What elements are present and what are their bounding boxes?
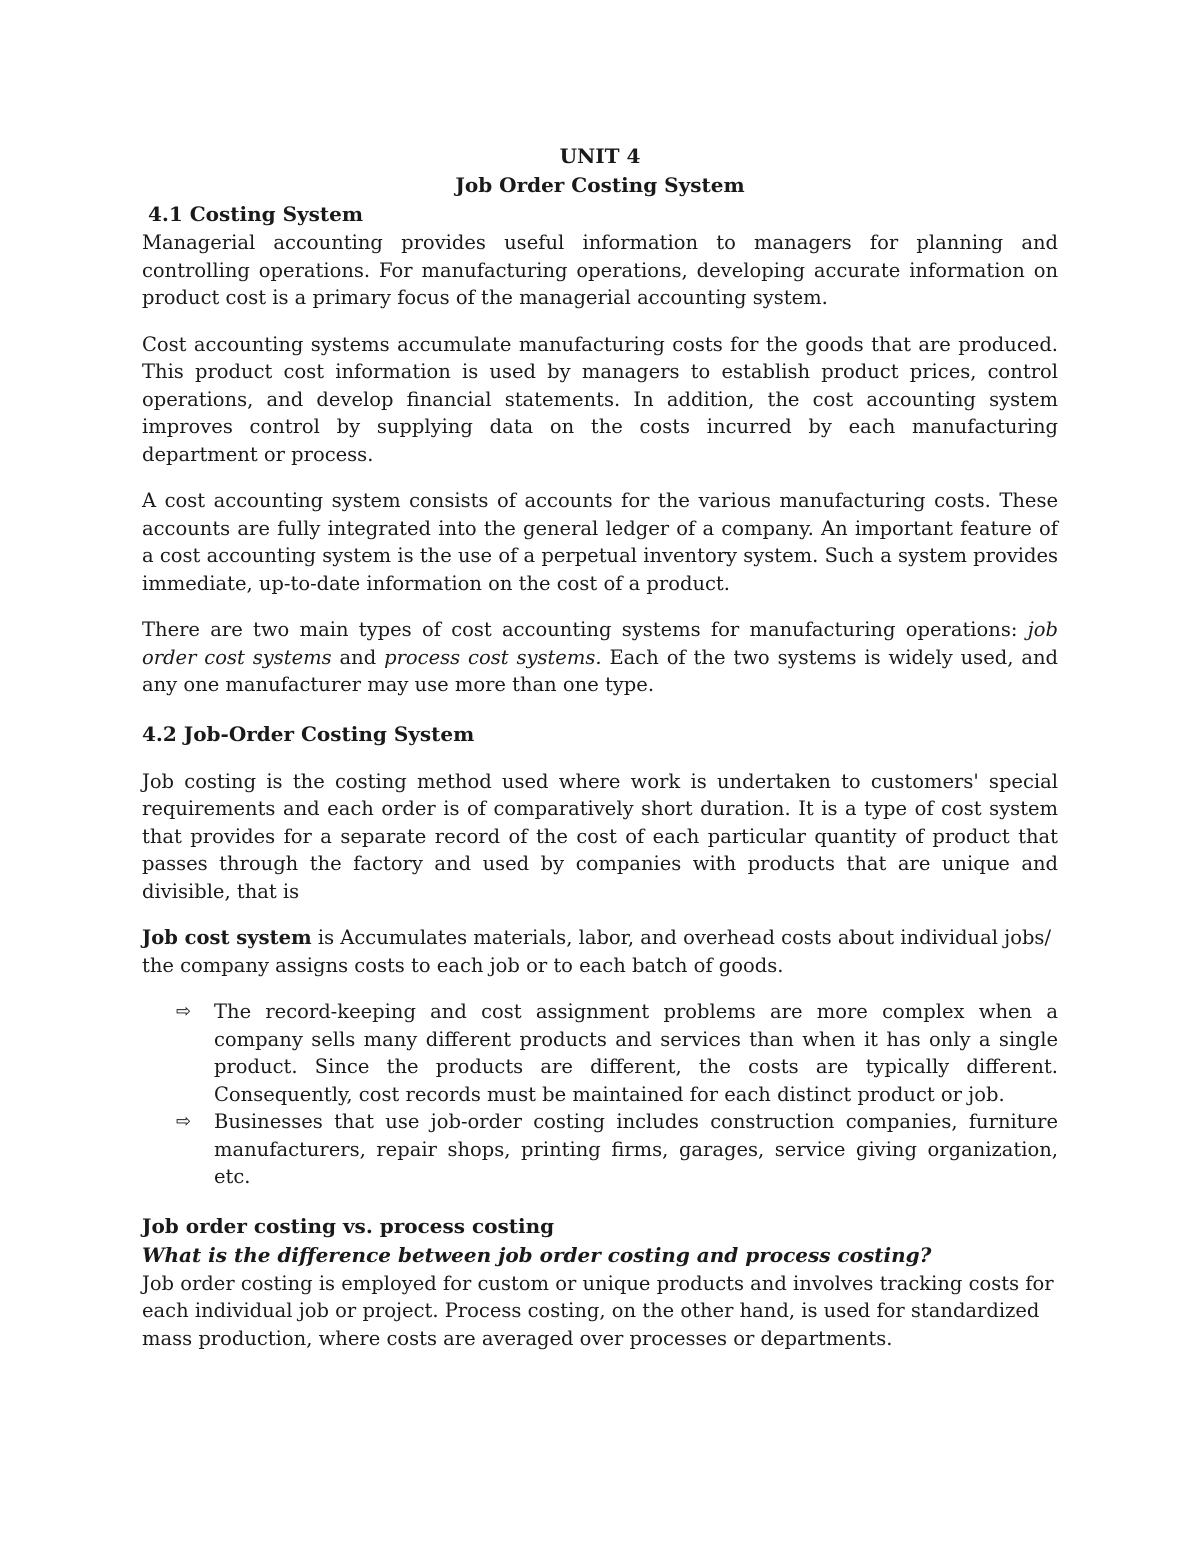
list-item: [142, 998, 1058, 1108]
p4-text-a: There are two main types of cost accounting systems for manufacturing operations:: [142, 618, 1028, 641]
unit-title: UNIT 4: [559, 144, 641, 168]
section-4-2-paragraph-2: [142, 924, 1058, 979]
section-4-1-paragraph-2: Cost accounting systems accumulate manufacturing costs for the goods that are produced. This product cost information is used by managers to establish product prices, control operations, and develop financial statements. In addition, the cost accounting system improves control by supplying data on the costs incurred by each manufacturing department or process.: [142, 332, 1058, 466]
p4-italic-process: process cost systems.: [384, 645, 602, 669]
arrow-bullet-icon: ⇨: [176, 1001, 192, 1022]
section-4-2-heading: 4.2 Job-Order Costing System: [142, 721, 475, 746]
section-4-1-heading: 4.1 Costing System: [148, 202, 364, 226]
comparison-heading: Job order costing vs. process costing: [142, 1213, 555, 1238]
section-4-1-paragraph-1: Managerial accounting provides useful information to managers for planning and controlling operations. For manufacturing operations, developing accurate information on product cost is a primary focus of the managerial accounting system.: [142, 231, 1058, 309]
chapter-title: Job Order Costing System: [455, 173, 745, 197]
bullet-text-2: Businesses that use job-order costing includes construction companies, furniture manufacturers, repair shops, printing firms, garages, service giving organization, etc.: [214, 1110, 1058, 1188]
p4-text-e: Each of the two systems is widely used, and any one manufacturer may use more than one type.: [142, 645, 1058, 696]
bullet-list: [142, 998, 1058, 1191]
section-4-1-paragraph-3: A cost accounting system consists of accounts for the various manufacturing costs. These accounts are fully integrated into the general ledger of a company. An important feature of a cost accounting system is the use of a perpetual inventory system. Such a system provides immediate, up-to-date information on the cost of a product.: [142, 489, 1058, 595]
bullet-text-1: The record-keeping and cost assignment problems are more complex when a company sells many different products and services than when it has only a single product. Since the products are different, the costs are typically different. Consequently, cost records must be maintained for each distinct product or job.: [214, 1000, 1058, 1106]
p4-text-c: and: [331, 645, 385, 669]
section-4-1-paragraph-4: [142, 616, 1058, 699]
comparison-question: What is the difference between job order costing and process costing?: [142, 1242, 932, 1267]
comparison-answer: Job order costing is employed for custom or unique products and involves tracking costs for each individual job or project. Process costing, on the other hand, is used for standardized mass production, where costs are averaged over processes or departments.: [142, 1271, 1054, 1350]
job-cost-system-definition: is Accumulates materials, labor, and overhead costs about individual jobs/ the company assigns costs to each job or to each batch of goods.: [142, 926, 1052, 977]
p4-italic-job-order: job order cost systems: [142, 618, 1058, 669]
document-body: [142, 142, 1058, 1352]
list-item: [142, 1108, 1058, 1191]
section-4-2-paragraph-1: Job costing is the costing method used where work is undertaken to customers' special requirements and each order is of comparatively short duration. It is a type of cost system that provides for a separate record of the cost of each particular quantity of product that passes through the factory and used by companies with products that are unique and divisible, that is: [142, 769, 1058, 903]
job-cost-system-term: Job cost system: [142, 926, 312, 949]
arrow-bullet-icon: ⇨: [176, 1111, 192, 1132]
